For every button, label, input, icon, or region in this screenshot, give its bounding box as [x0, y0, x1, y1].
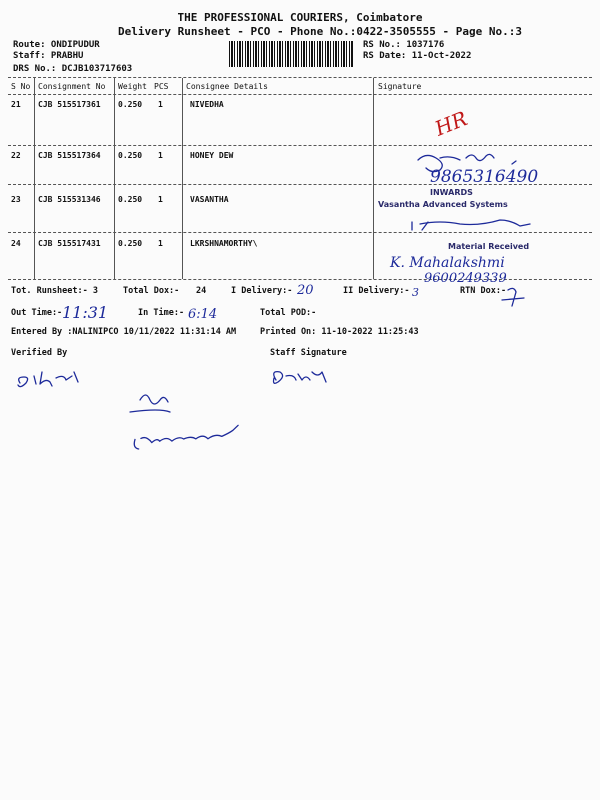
- total-dox-label: Total Dox:-: [123, 286, 180, 296]
- header-weight: Weight: [118, 82, 147, 91]
- row-sno: 23: [11, 195, 21, 204]
- row-sno: 24: [11, 239, 21, 248]
- row-consignee: NIVEDHA: [190, 100, 224, 109]
- stamp-material-received: Material Received: [448, 242, 530, 251]
- header-pcs: PCS: [154, 82, 169, 91]
- row-weight: 0.250: [118, 195, 143, 204]
- row-sno: 22: [11, 151, 21, 160]
- row21-initials: HR: [431, 106, 471, 141]
- ii-delivery-label: II Delivery:-: [343, 286, 410, 296]
- row-sno: 21: [11, 100, 21, 109]
- row-pcs: 1: [158, 151, 163, 160]
- row-consignee: HONEY DEW: [190, 151, 234, 160]
- row-pcs: 1: [158, 239, 163, 248]
- tot-runsheet: Tot. Runsheet:- 3: [11, 286, 98, 296]
- company-title: THE PROFESSIONAL COURIERS, Coimbatore: [177, 11, 423, 24]
- entered-by: Entered By :NALINIPCO 10/11/2022 11:31:14 AM: [11, 327, 237, 337]
- printed-on: Printed On: 11-10-2022 11:25:43: [260, 327, 419, 337]
- row-consignment: CJB 515517364: [38, 151, 101, 160]
- header-signature: Signature: [378, 82, 422, 91]
- rs-date: RS Date: 11-Oct-2022: [363, 51, 472, 61]
- i-delivery-label: I Delivery:-: [231, 286, 293, 296]
- row-consignee: LKRSHNAMORTHY\: [190, 239, 258, 248]
- row24-phone: 9600249339: [424, 271, 507, 286]
- row-weight: 0.250: [118, 151, 143, 160]
- rtn-dox-label: RTN Dox:-: [460, 286, 507, 296]
- in-time-label: In Time:-: [138, 308, 185, 318]
- staff-signature-mark: [274, 372, 327, 384]
- header-sno: S No: [11, 82, 31, 91]
- header-consignment: Consignment No: [38, 82, 106, 91]
- out-time-label: Out Time:-: [11, 308, 63, 318]
- verified-by-label: Verified By: [11, 348, 68, 358]
- row-consignment: CJB 515517361: [38, 100, 101, 109]
- in-time-handwritten: 6:14: [188, 307, 218, 322]
- header-consignee: Consignee Details: [186, 82, 268, 91]
- verifier-signature: [18, 372, 78, 387]
- row-consignment: CJB 515517431: [38, 239, 101, 248]
- total-pod-label: Total POD:-: [260, 308, 317, 318]
- middle-signature-top: [130, 395, 170, 412]
- row-consignment: CJB 515531346: [38, 195, 101, 204]
- row-pcs: 1: [158, 100, 163, 109]
- ii-delivery-handwritten: 3: [412, 286, 419, 299]
- i-delivery-handwritten: 20: [297, 283, 314, 298]
- total-dox-value: 24: [196, 286, 207, 296]
- row-weight: 0.250: [118, 100, 143, 109]
- out-time-handwritten: 11:31: [62, 303, 109, 322]
- row-consignee: VASANTHA: [190, 195, 229, 204]
- row24-name: K. Mahalakshmi: [390, 255, 505, 271]
- rs-number: RS No.: 1037176: [363, 40, 445, 50]
- drs-number: DRS No.: DCJB103717603: [13, 64, 133, 74]
- runsheet-subtitle: Delivery Runsheet - PCO - Phone No.:0422-3505555 - Page No.:3: [118, 25, 522, 38]
- stamp-company: Vasantha Advanced Systems: [378, 200, 508, 209]
- stamp-inwards: INWARDS: [430, 188, 473, 197]
- row23-signature: [412, 220, 530, 230]
- middle-signature-bottom: [133, 421, 239, 452]
- row-pcs: 1: [158, 195, 163, 204]
- route-label: Route: ONDIPUDUR: [13, 40, 100, 50]
- row22-phone: 9865316490: [430, 167, 539, 187]
- staff-signature-label: Staff Signature: [270, 348, 347, 358]
- staff-label: Staff: PRABHU: [13, 51, 84, 61]
- row-weight: 0.250: [118, 239, 143, 248]
